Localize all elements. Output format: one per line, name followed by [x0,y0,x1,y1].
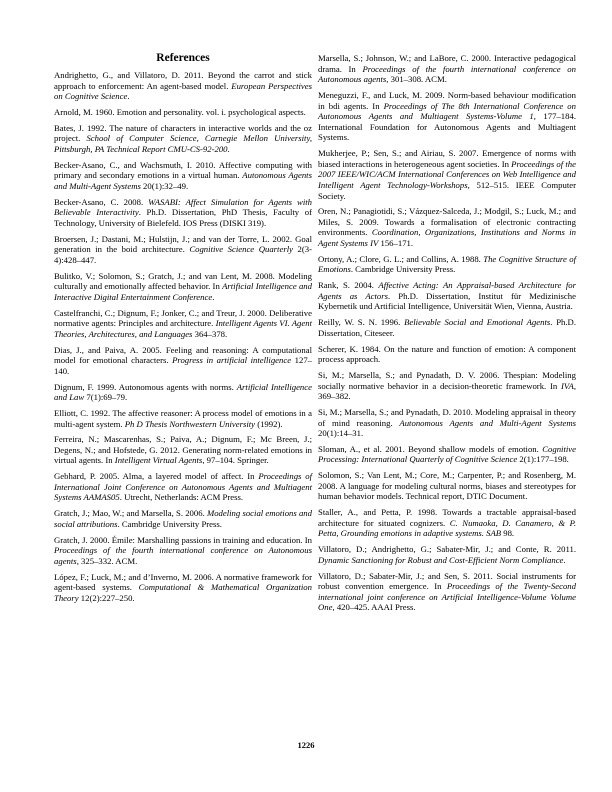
reference-text: Reilly, W. S. N. 1996. [318,317,405,328]
reference-venue: Progress in artificial intelligence [172,355,292,366]
reference-tail: 12(2):227–250. [78,592,135,603]
reference-tail: . Ph.D. Dissertation, Citeseer. [318,317,576,338]
reference-entry [318,344,576,365]
reference-venue: School of Computer Science, Carnegie Mellon University, Pittsburgh, PA Technical Report CMU-CS-92-200 [54,133,313,154]
reference-entry [54,308,312,340]
section-title: References [156,52,210,64]
reference-venue: Proceedings of the fourth international conference on Autonomous agents [54,545,312,566]
reference-tail: 2(3-4):428–447. [54,244,312,265]
reference-entry [318,571,576,613]
reference-tail: 7(1):69–79. [84,392,128,403]
reference-tail: . [227,143,230,154]
reference-tail: 20(1):32–49. [140,180,189,191]
reference-entry [54,572,312,604]
reference-entry [318,148,576,201]
reference-venue: Proceedings of the 2007 IEEE/WIC/ACM International Conferences on Web Intelligence and Intelligent Agent Technology-Workshops [318,158,576,190]
reference-tail: . Cambridge University Press. [350,264,456,275]
reference-venue: Autonomous Agents and Multi-Agent Systems [54,170,312,191]
reference-venue: Artificial Intelligence and Law [54,381,312,403]
reference-text: Ferreira, N.; Mascarenhas, S.; Paiva, A.; Dignum, F.; Mc Breen, J.; Degens, N.; and Hofstede, G. 2012. Generating norm-related emotions in virtual agents. In [54,434,312,466]
reference-tail: 156–171. [378,238,414,249]
reference-entry [318,254,576,275]
reference-entry [318,544,576,565]
reference-text: Castelfranchi, C.; Dignum, F.; Jonker, C.; and Treur, J. 2000. Deliberative normative agents: Principles and architecture. [54,307,312,329]
reference-tail: . Cambridge University Press. [117,518,222,529]
reference-text: Si, M.; Marsella, S.; and Pynadath, D. 2010. Modeling appraisal in theory of mind reasoning. [318,406,576,428]
reference-entry [318,407,576,439]
reference-tail: , 97–104. Springer. [202,455,269,466]
reference-tail: , 512–515. IEEE Computer Society. [318,179,576,201]
reference-venue: IVA [560,380,574,391]
reference-text: Mukherjee, P.; Sen, S.; and Airiau, S. 2007. Emergence of norms with biased interactions in heterogeneous agent societies. In [318,148,576,169]
reference-venue: Dynamic Sanctioning for Robust and Cost-Efficient Norm Compliance [318,554,564,565]
reference-venue: Cognitive Processing: International Quarterly of Cognitive Science [318,443,576,465]
right-column [318,53,576,618]
reference-venue: Ph D Thesis Northwestern University [124,418,256,429]
reference-venue: European Perspectives on Cognitive Science [54,80,312,102]
reference-text: Becker-Asano, C., and Wachsmuth, I. 2010. Affective computing with primary and secondary emotions in a virtual human. [54,159,312,181]
reference-venue: Proceedings of International Joint Conference on Autonomous Agents and Multiagent Systems AAMAS05 [54,471,312,503]
reference-tail: (1992). [255,418,283,429]
reference-venue: Proceedings of the fourth international conference on Autonomous agents [318,63,576,85]
reference-entry [54,123,312,155]
reference-text: Oren, N.; Panagiotidi, S.; Vázquez-Salceda, J.; Modgil, S.; Luck, M.; and Miles, S. 2009. Towards a formalisation of electronic contracting environments. [318,206,576,238]
reference-entry [318,317,576,338]
reference-venue: C. Numaoka, D. Canamero, & P. Petta, Grounding emotions in adaptive systems. SAB [318,517,576,539]
reference-entry [318,470,576,502]
reference-entry [54,197,312,229]
reference-entry [54,345,312,377]
reference-venue: Autonomous Agents and Multi-Agent Systems [399,417,576,428]
reference-text: Gratch, J. 2000. Émile: Marshalling passions in training and education. In [54,534,312,545]
reference-text: Villatoro, D.; Andrighetto, G.; Sabater-Mir, J.; and Conte, R. 2011. [318,544,576,555]
reference-venue: Intelligent Agents VI. Agent Theories, Architectures, and Languages [54,318,312,339]
reference-text: Si, M.; Marsella, S.; and Pynadath, D. V. 2006. Thespian: Modeling socially normative behavior in a decision-theoretic framework. In [318,369,576,391]
reference-text: Gebhard, P. 2005. Alma, a layered model of affect. In [54,471,259,482]
reference-entry [54,408,312,429]
reference-tail: 2(1):177–198. [517,454,569,465]
reference-tail: . [563,554,566,565]
reference-tail: . Ph.D. Dissertation, Institut für Medizinische Kybernetik und Artificial Intelligence, Universität Wien, Vienna, Austria. [318,290,576,312]
reference-text: Staller, A., and Petta, P. 1998. Towards a tractable appraisal-based architecture for situated cognizers. [318,507,576,528]
reference-text: Sloman, A., et al. 2001. Beyond shallow models of emotion. [318,443,543,454]
reference-entry [54,535,312,567]
reference-text: Solomon, S.; Van Lent, M.; Core, M.; Carpenter, P.; and Rosenberg, M. 2008. A language for modeling cultural norms, biases and stereotypes for human behavior models. Technical report, DTIC Document. [318,470,576,502]
reference-entry [54,382,312,403]
left-reference-list [54,70,312,603]
reference-tail: 20(1):14–31. [318,428,364,439]
reference-text: Ortony, A.; Clore, G. L.; and Collins, A. 1988. [318,253,484,264]
reference-text: Meneguzzi, F., and Luck, M. 2009. Norm-based behaviour modification in bdi agents. In [318,89,576,111]
reference-text: López, F.; Luck, M.; and d’Inverno, M. 2006. A normative framework for agent-based systems. [54,571,312,593]
reference-text: Becker-Asano, C. 2008. [54,196,149,207]
reference-tail: , 177–184. International Foundation for Autonomous Agents and Multiagent Systems. [318,111,576,143]
reference-text: Andrighetto, G., and Villatoro, D. 2011. Beyond the carrot and stick approach to enforcement: An agent-based model. [54,70,312,91]
reference-venue: Proceedings of the Twenty-Second international joint conference on Artificial Intelligence-Volume Volume One [318,581,576,613]
reference-venue: Intelligent Virtual Agents [114,455,203,466]
reference-venue: The Cognitive Structure of Emotions [318,253,576,275]
reference-entry [318,90,576,143]
reference-text: Villatoro, D.; Sabater-Mir, J.; and Sen, S. 2011. Social instruments for robust convention emergence. In [318,570,576,592]
reference-text: Dias, J., and Paiva, A. 2005. Feeling and reasoning: A computational model for emotional characters. [54,344,312,366]
page-number: 1226 [297,740,315,750]
reference-entry [54,70,312,102]
reference-text: Scherer, K. 1984. On the nature and function of emotion: A component process approach. [318,343,576,365]
left-column [54,52,312,609]
reference-venue: Affective Acting: An Appraisal-based Architecture for Agents as Actors [318,280,576,301]
reference-entry [318,444,576,465]
reference-tail: 127–140. [54,355,313,376]
reference-venue: WASABI: Affect Simulation for Agents with Believable Interactivity [54,196,312,218]
reference-text: Bulitko, V.; Solomon, S.; Gratch, J.; and van Lent, M. 2008. Modeling culturally and emotionally affected behavior. In [54,270,312,292]
reference-entry [54,271,312,303]
reference-entry [54,434,312,466]
reference-venue: Believable Social and Emotional Agents [404,317,551,328]
reference-text: Gratch, J.; Mao, W.; and Marsella, S. 2006. [54,508,207,519]
reference-venue: Cognitive Science Quarterly [189,244,293,255]
reference-tail: , 301–308. ACM. [386,74,447,85]
reference-tail: 98. [501,528,515,539]
reference-entry [318,370,576,402]
reference-entry [54,508,312,529]
reference-entry [318,206,576,248]
reference-text: Bates, J. 1992. The nature of characters in interactive worlds and the oz project. [54,122,312,144]
reference-text: Elliott, C. 1992. The affective reasoner: A process model of emotions in a multi-agent system. [54,407,312,429]
reference-venue: Modeling social emotions and social attributions [54,508,312,529]
reference-tail: 364–378. [192,328,228,339]
reference-entry [318,53,576,85]
reference-tail: , 369–382. [318,380,576,402]
reference-entry [54,471,312,503]
reference-tail: . Utrecht, Netherlands: ACM Press. [119,492,244,503]
reference-venue: Computational & Mathematical Organization Theory [54,582,312,603]
reference-entry [54,160,312,192]
reference-entry [54,107,312,118]
reference-venue: Proceedings of The 8th International Conference on Autonomous Agents and Multiagent Systems-Volume 1 [318,100,576,122]
reference-tail: . Ph.D. Dissertation, PhD Thesis, Faculty of Technology, University of Bielefeld. IOS Press (DISKI 319). [54,207,312,228]
reference-tail: . [212,291,215,302]
reference-tail: , 325–332. ACM. [76,555,138,566]
reference-entry [318,507,576,539]
reference-text: Arnold, M. 1960. Emotion and personality. vol. i. psychological aspects. [54,106,306,117]
reference-venue: Coordination, Organizations, Institutions and Norms in Agent Systems IV [318,227,576,249]
reference-venue: Artificial Intelligence and Interactive Digital Entertainment Conference [54,281,312,302]
reference-text: Marsella, S.; Johnson, W.; and LaBore, C. 2000. Interactive pedagogical drama. In [318,53,576,74]
reference-tail: . [127,91,130,102]
right-reference-list [318,53,576,613]
reference-entry [318,280,576,312]
reference-tail: , 420–425. AAAI Press. [332,602,416,613]
reference-text: Rank, S. 2004. [318,280,379,291]
reference-text: Dignum, F. 1999. Autonomous agents with norms. [54,381,237,392]
reference-entry [54,234,312,266]
reference-text: Broersen, J.; Dastani, M.; Hulstijn, J.; and van der Torre, L. 2002. Goal generation in the boid architecture. [54,233,312,255]
